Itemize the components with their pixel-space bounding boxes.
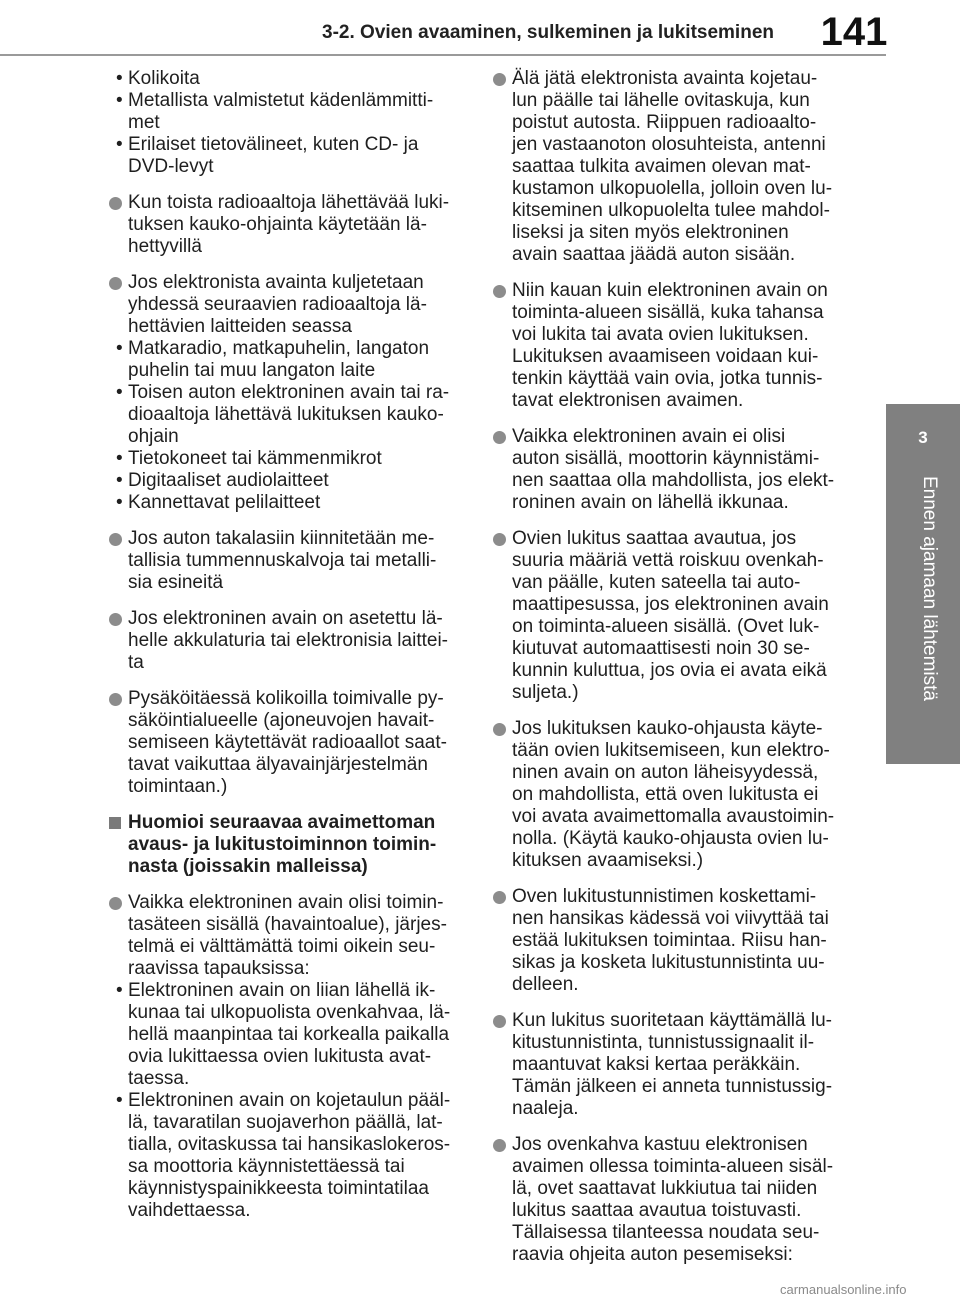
chapter-tab: [886, 404, 960, 764]
section-title: 3-2. Ovien avaaminen, sulkeminen ja lukitseminen: [322, 22, 774, 43]
list-item: [110, 470, 470, 492]
text-line: semiseen käytettävät radioaallot saat-: [128, 732, 447, 753]
bullet-dot-icon: •: [116, 980, 123, 1001]
paragraph: [110, 528, 470, 594]
text-line: Huomioi seuraavaa avaimettoman: [128, 812, 436, 833]
text-line: Tietokoneet tai kämmenmikrot: [128, 448, 382, 469]
text-line: toimintaan.): [128, 776, 228, 797]
text-line: nen saattaa olla mahdollista, jos elekt-: [512, 470, 835, 491]
text-line: Pysäköitäessä kolikoilla toimivalle py-: [128, 688, 444, 709]
text-line: käynnistyspainikkeesta toimintatilaa: [128, 1178, 429, 1199]
text-line: sikas ja kosketa lukitustunnistinta uu-: [512, 952, 825, 973]
text-line: tään ovien lukitsemiseen, kun elektro-: [512, 740, 830, 761]
chapter-number: 3: [918, 428, 928, 447]
text-line: tasäteen sisällä (havaintoalue), järjes-: [128, 914, 447, 935]
text-line: Jos elektroninen avain on asetettu lä-: [128, 608, 443, 629]
list-item: [110, 492, 470, 514]
text-line: Kolikoita: [128, 68, 200, 89]
text-line: Ovien lukitus saattaa avautua, jos: [512, 528, 797, 549]
list-item: [110, 68, 470, 90]
list-item: [110, 1090, 470, 1222]
text-line: Kun lukitus suoritetaan käyttämällä lu-: [512, 1010, 832, 1031]
text-line: Tämän jälkeen ei anneta tunnistussig-: [512, 1076, 833, 1097]
text-line: van päälle, kuten sateella tai auto-: [512, 572, 801, 593]
text-line: liseksi ja siten myös elektroninen: [512, 222, 789, 243]
text-line: tavat elektronisen avaimen.: [512, 390, 744, 411]
list-item: [110, 134, 470, 178]
text-line: Digitaaliset audiolaitteet: [128, 470, 329, 491]
text-line: Toisen auton elektroninen avain tai ra-: [128, 382, 450, 403]
text-line: sia esineitä: [128, 572, 224, 593]
text-line: Niin kauan kuin elektroninen avain on: [512, 280, 828, 301]
text-line: Elektroninen avain on kojetaulun pääl-: [128, 1090, 451, 1111]
paragraph: [110, 192, 470, 258]
text-line: maattipesussa, jos elektroninen avain: [512, 594, 829, 615]
text-line: met: [128, 112, 160, 133]
bullet-dot-icon: •: [116, 90, 123, 111]
paragraph: [494, 528, 846, 704]
list-item: [110, 338, 470, 382]
paragraph: [110, 892, 470, 980]
text-line: kunaa tai ulkopuolista ovenkahvaa, lä-: [128, 1002, 451, 1023]
text-line: Kannettavat pelilaitteet: [128, 492, 321, 513]
text-line: Vaikka elektroninen avain olisi toimin-: [128, 892, 444, 913]
text-line: Jos elektronista avainta kuljetetaan: [128, 272, 424, 293]
bullet-dot-icon: •: [116, 382, 123, 403]
text-line: hettyvillä: [128, 236, 202, 257]
text-line: Oven lukitustunnistimen koskettami-: [512, 886, 817, 907]
text-line: suuria määriä vettä roiskuu ovenkah-: [512, 550, 824, 571]
text-line: tavat vaikuttaa älyavainjärjestelmän: [128, 754, 428, 775]
page-header: [0, 0, 960, 65]
bullet-dot-icon: •: [116, 448, 123, 469]
text-line: on toiminta-alueen sisällä. (Ovet luk-: [512, 616, 820, 637]
bullet-dot-icon: •: [116, 1090, 123, 1111]
text-line: kustamon ulkopuolella, jolloin oven lu-: [512, 178, 833, 199]
circle-bullet-icon: [493, 1139, 506, 1152]
text-line: voi lukita tai avata ovien lukituksen.: [512, 324, 809, 345]
paragraph: [494, 68, 846, 266]
text-line: Elektroninen avain on liian lähellä ik-: [128, 980, 436, 1001]
text-line: DVD-levyt: [128, 156, 214, 177]
chapter-title: Ennen ajamaan lähtemistä: [919, 476, 940, 701]
text-line: poistut autosta. Riippuen radioaalto-: [512, 112, 817, 133]
text-line: kunnin kuluttua, jos ovia ei avata eikä: [512, 660, 827, 681]
circle-bullet-icon: [493, 1015, 506, 1028]
circle-bullet-icon: [109, 897, 122, 910]
text-line: raavia ohjeita auton pesemiseksi:: [512, 1244, 793, 1265]
paragraph: [494, 886, 846, 996]
text-line: avaimen ollessa toiminta-alueen sisäl-: [512, 1156, 834, 1177]
text-line: yhdessä seuraavien radioaaltoja lä-: [128, 294, 427, 315]
text-line: voi avata avaimettomalla avaustoimin-: [512, 806, 835, 827]
text-line: telmä ei välttämättä toimi oikein seu-: [128, 936, 436, 957]
text-line: nasta (joissakin malleissa): [128, 856, 368, 877]
circle-bullet-icon: [109, 197, 122, 210]
text-line: dioaaltoja lähettävä lukituksen kauko-: [128, 404, 444, 425]
paragraph: [494, 280, 846, 412]
square-bullet-icon: [109, 817, 121, 829]
circle-bullet-icon: [493, 431, 506, 444]
right-column: [494, 68, 846, 1266]
text-line: ohjain: [128, 426, 179, 447]
circle-bullet-icon: [493, 723, 506, 736]
list-item: [110, 90, 470, 134]
text-line: hettävien laitteiden seassa: [128, 316, 352, 337]
text-line: lä, ovet saattavat lukkiutua tai niiden: [512, 1178, 818, 1199]
text-line: maantuvat kaksi kertaa peräkkäin.: [512, 1054, 801, 1075]
paragraph: [494, 718, 846, 872]
circle-bullet-icon: [493, 285, 506, 298]
circle-bullet-icon: [109, 693, 122, 706]
text-line: Jos lukituksen kauko-ohjausta käyte-: [512, 718, 823, 739]
text-line: Älä jätä elektronista avainta kojetau-: [512, 68, 818, 89]
circle-bullet-icon: [493, 891, 506, 904]
left-column: [110, 68, 470, 1222]
text-line: taessa.: [128, 1068, 190, 1089]
text-line: auton sisällä, moottorin käynnistämi-: [512, 448, 820, 469]
text-line: Metallista valmistetut kädenlämmitti-: [128, 90, 434, 111]
watermark: carmanualsonline.info: [780, 1282, 907, 1297]
text-line: avain saattaa jäädä auton sisään.: [512, 244, 796, 265]
paragraph: [110, 688, 470, 798]
bullet-dot-icon: •: [116, 492, 123, 513]
text-line: on mahdollista, että oven lukitusta ei: [512, 784, 819, 805]
text-line: Lukituksen avaamiseen voidaan kui-: [512, 346, 819, 367]
text-line: saattaa tulkita avaimen olevan mat-: [512, 156, 811, 177]
text-line: roninen avain on lähellä ikkunaa.: [512, 492, 789, 513]
page-number: 141: [820, 10, 888, 54]
text-line: lä, tavaratilan suojaverhon päällä, lat-: [128, 1112, 443, 1133]
text-line: naaleja.: [512, 1098, 579, 1119]
text-line: delleen.: [512, 974, 579, 995]
text-line: säköintialueelle (ajoneuvojen havait-: [128, 710, 435, 731]
text-line: Jos auton takalasiin kiinnitetään me-: [128, 528, 435, 549]
paragraph: [494, 426, 846, 514]
text-line: Vaikka elektroninen avain ei olisi: [512, 426, 786, 447]
text-line: ovia lukittaessa ovien lukitusta avat-: [128, 1046, 432, 1067]
circle-bullet-icon: [109, 533, 122, 546]
circle-bullet-icon: [109, 277, 122, 290]
paragraph: [494, 1010, 846, 1120]
text-line: ta: [128, 652, 144, 673]
text-line: tallisia tummennuskalvoja tai metalli-: [128, 550, 437, 571]
bullet-dot-icon: •: [116, 134, 123, 155]
bullet-dot-icon: •: [116, 338, 123, 359]
text-line: tenkin käyttää vain ovia, jotka tunnis-: [512, 368, 823, 389]
text-line: kitseminen ulkopuolelta tulee mahdol-: [512, 200, 830, 221]
text-line: avaus- ja lukitustoiminnon toimin-: [128, 834, 437, 855]
text-line: Matkaradio, matkapuhelin, langaton: [128, 338, 430, 359]
text-line: Erilaiset tietovälineet, kuten CD- ja: [128, 134, 419, 155]
circle-bullet-icon: [109, 613, 122, 626]
text-line: raavissa tapauksissa:: [128, 958, 310, 979]
text-line: sa moottoria käynnistettäessä tai: [128, 1156, 405, 1177]
bullet-dot-icon: •: [116, 470, 123, 491]
text-line: tialla, ovitaskussa tai hansikaslokeros-: [128, 1134, 451, 1155]
text-line: kituksen avaamiseksi.): [512, 850, 704, 871]
text-line: suljeta.): [512, 682, 579, 703]
paragraph: [494, 1134, 846, 1266]
circle-bullet-icon: [493, 73, 506, 86]
text-line: hellä maanpintaa tai korkealla paikalla: [128, 1024, 450, 1045]
text-line: nen hansikas kädessä voi viivyttää tai: [512, 908, 829, 929]
text-line: lukitus saattaa avautua toistuvasti.: [512, 1200, 802, 1221]
text-line: estää lukituksen toimintaa. Riisu han-: [512, 930, 827, 951]
paragraph: [110, 272, 470, 338]
text-line: ninen avain on auton läheisyydessä,: [512, 762, 819, 783]
text-line: nolla. (Käytä kauko-ohjausta ovien lu-: [512, 828, 829, 849]
text-line: Tällaisessa tilanteessa noudata seu-: [512, 1222, 820, 1243]
text-line: tuksen kauko-ohjainta käytetään lä-: [128, 214, 427, 235]
list-item: [110, 382, 470, 448]
text-line: Jos ovenkahva kastuu elektronisen: [512, 1134, 808, 1155]
paragraph: [110, 608, 470, 674]
bullet-dot-icon: •: [116, 68, 123, 89]
circle-bullet-icon: [493, 533, 506, 546]
section-heading: [110, 812, 470, 878]
list-item: [110, 980, 470, 1090]
text-line: lun päälle tai lähelle ovitaskuja, kun: [512, 90, 810, 111]
text-line: jen vastaanoton olosuhteista, antenni: [512, 134, 826, 155]
text-line: kiutuvat automaattisesti noin 30 se-: [512, 638, 810, 659]
text-line: kitustunnistinta, tunnistussignaalit il-: [512, 1032, 815, 1053]
text-line: Kun toista radioaaltoja lähettävää luki-: [128, 192, 450, 213]
list-item: [110, 448, 470, 470]
text-line: toiminta-alueen sisällä, kuka tahansa: [512, 302, 824, 323]
text-line: helle akkulaturia tai elektronisia laittei-: [128, 630, 448, 651]
text-line: vaihdettaessa.: [128, 1200, 251, 1221]
text-line: puhelin tai muu langaton laite: [128, 360, 376, 381]
